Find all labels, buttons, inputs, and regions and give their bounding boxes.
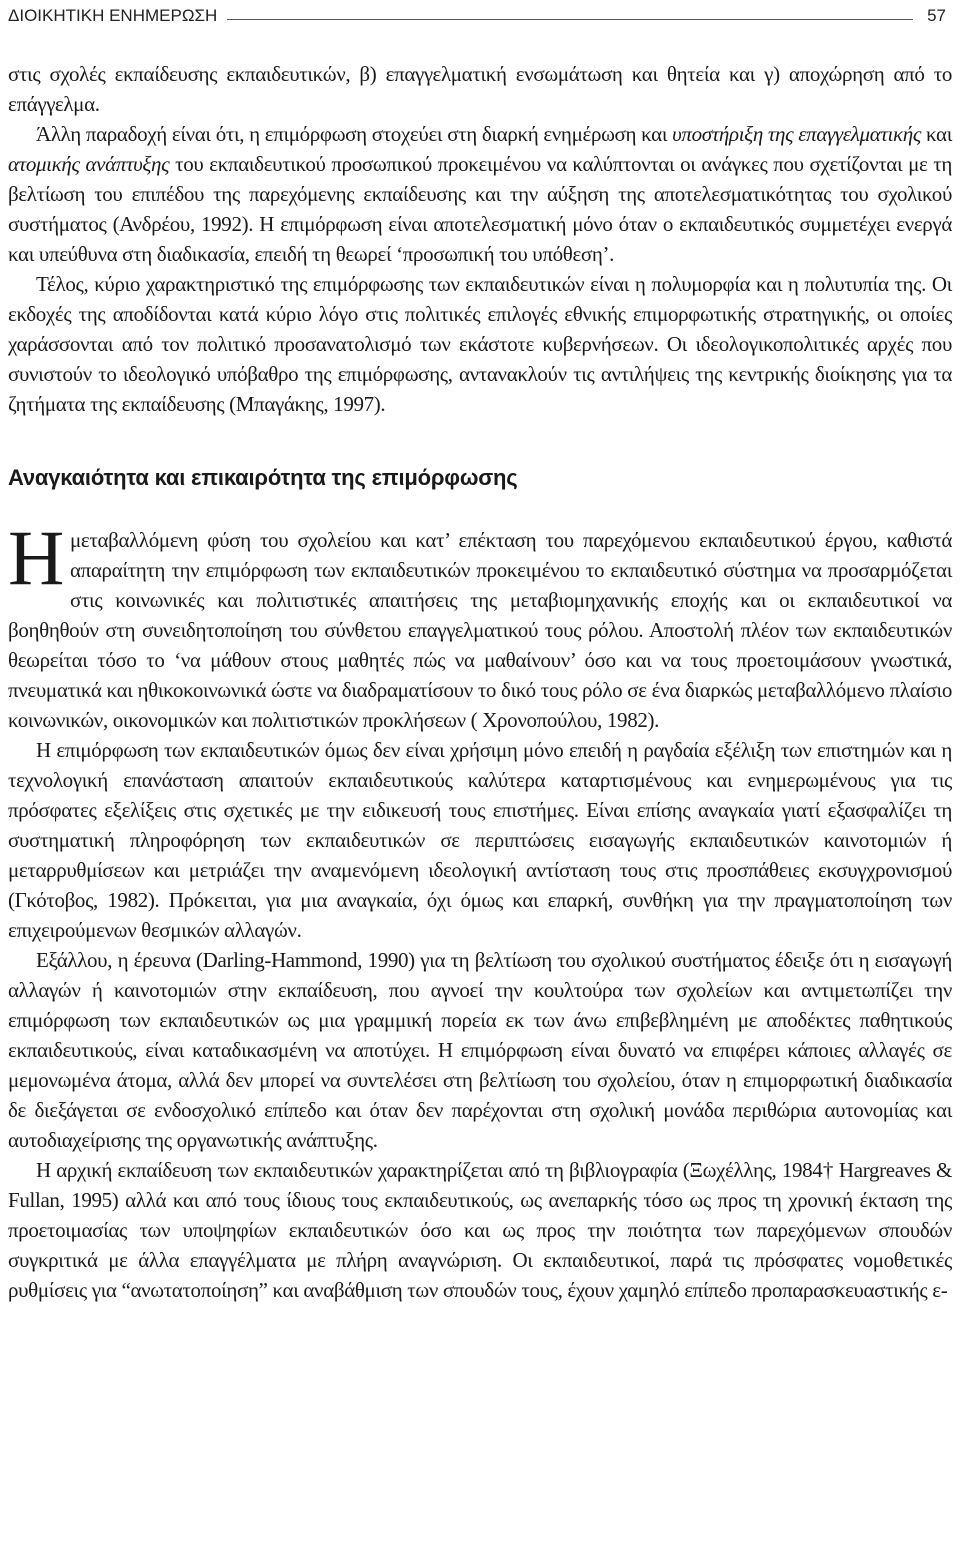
paragraph-assumption	[8, 119, 952, 269]
header-rule	[227, 19, 913, 20]
drop-cap: Η	[8, 514, 64, 601]
paragraph-research: Εξάλλου, η έρευνα (Darling-Hammond, 1990) για τη βελτίωση του σχολικού συστήματος έδειξε ότι η εισαγωγή αλλαγών ή καινοτομιών στην εκπαίδευση, που αγνοεί την κουλτούρα των σχολείων και αντιμετωπίζει την επιμόρφωση των εκπαιδευτικών ως μια γραμμική πορεία εκ των άνω επιβεβλημένη με αποδέκτες παθητικούς εκπαιδευτικούς, είναι καταδικασμένη να αποτύχει. Η επιμόρφωση είναι δυνατό να επιφέρει κάποιες αλλαγές σε μεμονωμένα άτομα, αλλά δεν μπορεί να συντελέσει στη βελτίωση του σχολείου, όταν η επιμορφωτική διαδικασία δε διεξάγεται σε ενδοσχολικό επίπεδο και όταν δεν παρέχονται στη σχολική μονάδα περιθώρια αυτονομίας και αυτοδιαχείρισης της οργανωτικής ανάπτυξης.	[8, 948, 952, 1152]
italic-phrase: υποστήριξη της επαγγελματικής	[672, 122, 922, 146]
paragraph-continued: στις σχολές εκπαίδευσης εκπαιδευτικών, β) επαγγελματική ενσωμάτωση και θητεία και γ) αποχώρηση από το επάγγελμα.	[8, 62, 952, 116]
paragraph-initial-education: Η αρχική εκπαίδευση των εκπαιδευτικών χαρακτηρίζεται από τη βιβλιογραφία (Ξωχέλλης, 1984† Hargreaves & Fullan, 1995) αλλά και από τους ίδιους τους εκπαιδευτικούς, ως ανεπαρκής τόσο ως προς τη χρονική έκταση της προετοιμασίας των υποψηφίων εκπαιδευτικών όσο και ως προς την ποιότητα των παρεχόμενων σπουδών συγκριτικά με άλλα επαγγέλματα με πλήρη αναγνώριση. Οι εκπαιδευτικοί, παρά τις πρόσφατες νομοθετικές ρυθμίσεις για “ανωτατοποίηση” και αναβάθμιση των σπουδών τους, έχουν χαμηλό επίπεδο προπαρασκευαστικής ε-	[8, 1158, 952, 1302]
section-heading: Αναγκαιότητα και επικαιρότητα της επιμόρφωσης	[8, 465, 518, 490]
paragraph-text: του εκπαιδευτικού προσωπικού προκειμένου να καλύπτονται οι ανάγκες που σχετίζονται με τη βελτίωση του επιπέδου της παρεχόμενης εκπαίδευσης και την αύξηση της αποτελεσματικότητας του σχολικού συστήματος (Ανδρέου, 1992). Η επιμόρφωση είναι αποτελεσματική μόνο όταν ο εκπαιδευτικός συμμετέχει ενεργά και υπεύθυνα στη διαδικασία, επειδή τη θεωρεί ‘προσωπική του υπόθεση’.	[8, 152, 953, 266]
italic-phrase: ατομικής ανάπτυξης	[8, 152, 170, 176]
paragraph-section-intro	[8, 514, 952, 735]
paragraph-text: και	[921, 122, 952, 146]
page-number: 57	[927, 6, 946, 25]
page-body	[8, 59, 952, 1305]
paragraph-characteristics: Τέλος, κύριο χαρακτηριστικό της επιμόρφωσης των εκπαιδευτικών είναι η πολυμορφία και η πολυτυπία της. Οι εκδοχές της αποδίδονται κατά κύριο λόγο στις πολιτικές επιλογές εθνικής επιμορφωτικής στρατηγικής, οι οποίες χαράσσονται από τον πολιτικό προσανατολισμό των εκάστοτε κυβερνήσεων. Οι ιδεολογικοπολιτικές αρχές που συνιστούν το ιδεολογικό υπόβαθρο της επιμόρφωσης, αντανακλούν τις αντιλήψεις της κεντρικής διοίκησης για τα ζητήματα της εκπαίδευσης (Μπαγάκης, 1997).	[8, 272, 952, 416]
paragraph-training-necessity: Η επιμόρφωση των εκπαιδευτικών όμως δεν είναι χρήσιμη μόνο επειδή η ραγδαία εξέλιξη των επιστημών και η τεχνολογική επανάσταση απαιτούν εκπαιδευτικούς καλύτερα καταρτισμένους και ενημερωμένους για τις πρόσφατες εξελίξεις στις σχετικές με την ειδικευσή τους επιστήμες. Είναι επίσης αναγκαία γιατί εξασφαλίζει τη συστηματική πληροφόρηση των εκπαιδευτικών σε περιπτώσεις εισαγωγής εκπαιδευτικών καινοτομιών ή μεταρρυθμίσεων και μετριάζει την αναμενόμενη ιδεολογική αντίσταση τους στις προσπάθειες εκσυγχρονισμού (Γκότοβος, 1982). Πρόκειται, για μια αναγκαία, όχι όμως και επαρκή, συνθήκη για την πραγματοποίηση των επιχειρούμενων θεσμικών αλλαγών.	[8, 738, 952, 942]
paragraph-text: Άλλη παραδοχή είναι ότι, η επιμόρφωση στοχεύει στη διαρκή ενημέρωση και	[36, 122, 673, 146]
running-head-title: ΔΙΟΙΚΗΤΙΚΗ ΕΝΗΜΕΡΩΣΗ	[8, 6, 218, 25]
paragraph-text: μεταβαλλόμενη φύση του σχολείου και κατ’ επέκταση του παρεχόμενου εκπαιδευτικού έργου, καθιστά απαραίτητη την επιμόρφωση των εκπαιδευτικών προκειμένου το εκπαιδευτικό σύστημα να προσαρμόζεται στις κοινωνικές και πολιτιστικές απαιτήσεις της μεταβιομηχανικής εποχής και οι εκπαιδευτικοί να βοηθηθούν στη συνειδητοποίηση του σύνθετου επαγγελματικού τους ρόλου. Αποστολή πλέον των εκπαιδευτικών θεωρείται τόσο το ‘να μάθουν στους μαθητές πώς να μαθαίνουν’ όσο και να τους προετοιμάσουν γνωστικά, πνευματικά και ηθικοκοινωνικά ώστε να διαδραματίσουν το δικό τους ρόλο σε ένα διαρκώς μεταβαλλόμενο πλαίσιο κοινωνικών, οικονομικών και πολιτιστικών προκλήσεων ( Χρονοπούλου, 1982).	[8, 528, 952, 732]
running-header	[8, 0, 946, 26]
